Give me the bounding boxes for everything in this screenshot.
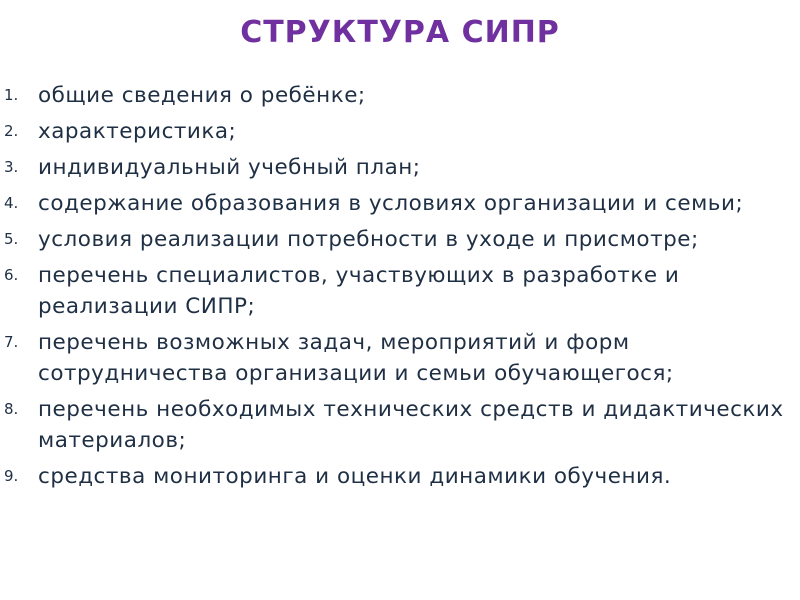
list-item <box>0 394 800 456</box>
list-item-text: содержание образования в условиях организации и семьи; <box>38 191 744 216</box>
list-item-text: перечень специалистов, участвующих в разработке и реализации СИПР; <box>38 263 680 319</box>
list-item-number: 7. <box>4 333 19 351</box>
list-item-number: 8. <box>4 400 19 418</box>
list-item-number: 1. <box>4 86 19 104</box>
list-item-text: общие сведения о ребёнке; <box>38 83 366 108</box>
list-item <box>0 327 800 389</box>
list-item-text: средства мониторинга и оценки динамики обучения. <box>38 464 672 489</box>
list-item <box>0 152 800 183</box>
structure-list <box>0 80 800 497</box>
list-item-number: 3. <box>4 158 19 176</box>
slide-title: СТРУКТУРА СИПР <box>240 15 560 50</box>
list-item-number: 2. <box>4 122 19 140</box>
list-item <box>0 80 800 111</box>
list-item-number: 5. <box>4 230 19 248</box>
list-item-text: перечень необходимых технических средств и дидактических материалов; <box>38 397 784 453</box>
list-item <box>0 260 800 322</box>
list-item <box>0 224 800 255</box>
list-item-number: 4. <box>4 194 19 212</box>
list-item <box>0 116 800 147</box>
list-item-text: условия реализации потребности в уходе и присмотре; <box>38 227 699 252</box>
list-item-number: 9. <box>4 467 19 485</box>
list-item-text: индивидуальный учебный план; <box>38 155 421 180</box>
list-item <box>0 188 800 219</box>
list-item-text: характеристика; <box>38 119 237 144</box>
list-item-number: 6. <box>4 266 19 284</box>
list-item <box>0 461 800 492</box>
list-item-text: перечень возможных задач, мероприятий и форм сотрудничества организации и семьи обучающегося; <box>38 330 674 386</box>
